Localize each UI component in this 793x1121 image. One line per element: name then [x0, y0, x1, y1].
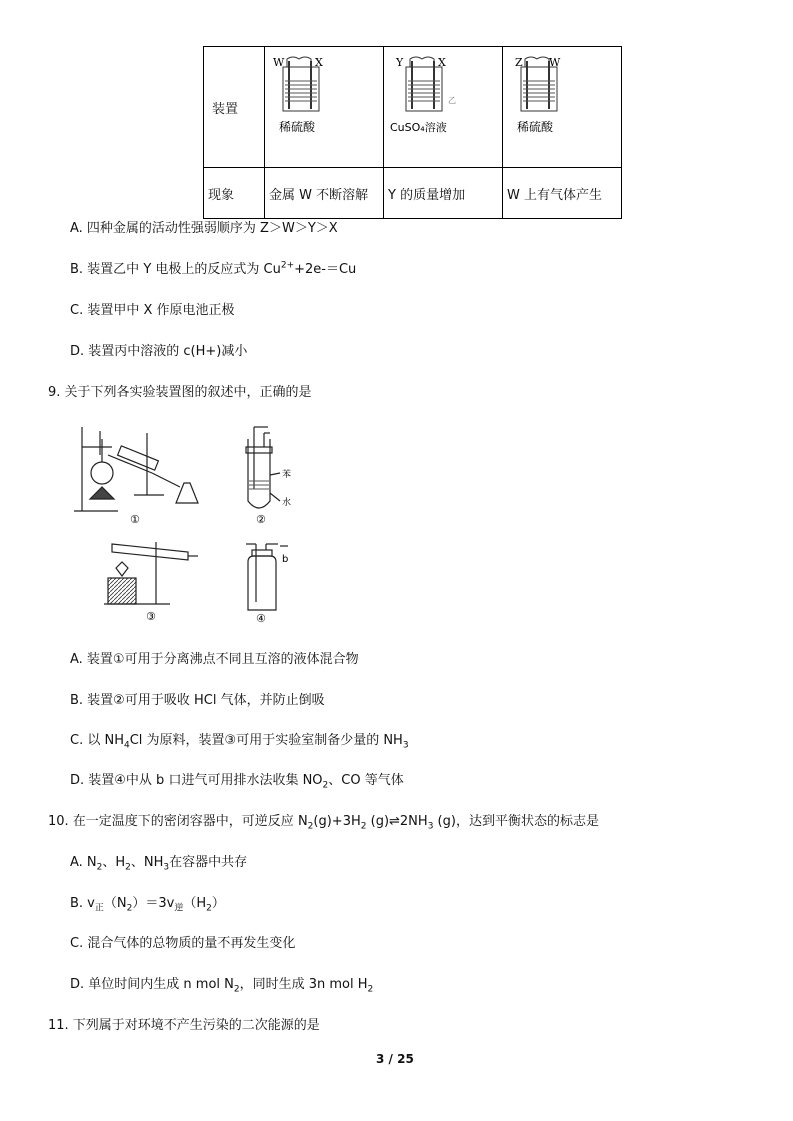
- beaker-diagram: [503, 47, 617, 163]
- distillation-apparatus-figure: [72, 425, 222, 525]
- figure-label-2: ②: [256, 513, 266, 525]
- figure-label-1: ①: [130, 513, 140, 525]
- q9-option-d: D. 装置④中从 b 口进气可用排水法收集 $NO_2$、CO 等气体: [70, 773, 404, 791]
- solid-heating-apparatus-figure: [98, 532, 208, 622]
- observation-cell: Y 的质量增加: [384, 168, 503, 219]
- apparatus-bing: [503, 47, 622, 168]
- q9-option-b: B. 装置②可用于吸收 HCl 气体，并防止倒吸: [70, 693, 325, 708]
- q9-stem: 9. 关于下列各实验装置图的叙述中，正确的是: [48, 385, 312, 400]
- table-row-label-apparatus: 装置: [204, 47, 265, 168]
- beaker-diagram: [384, 47, 482, 163]
- q10-option-b: B. $v_正(N_2)=3v_逆(H_2)$: [70, 896, 225, 914]
- observation-cell: W 上有气体产生: [503, 168, 622, 219]
- q9-option-a: A. 装置①可用于分离沸点不同且互溶的液体混合物: [70, 652, 359, 667]
- apparatus-jia: [265, 47, 384, 168]
- electrode-label-left: Y: [396, 56, 404, 69]
- q10-stem: 10. 在一定温度下的密闭容器中，可逆反应 $N_2(g)+3H_2$ $(g)\rightleftharpoons 2NH_3$ (g)，达到平衡状态的标志是: [48, 814, 599, 832]
- electrode-label-left: W: [273, 56, 285, 69]
- apparatus-yi: [384, 47, 503, 168]
- benzene-label: 苯: [282, 470, 292, 480]
- electrode-label-left: Z: [515, 56, 523, 69]
- q8-option-a: A. 四种金属的活动性强弱顺序为 Z＞W＞Y＞X: [70, 221, 338, 236]
- q8-option-d: D. 装置丙中溶液的 c(H+)减小: [70, 344, 248, 359]
- gas-absorption-tube-figure: [240, 425, 310, 525]
- q10-option-d: D. 单位时间内生成 n mol $N_2$，同时生成 3n mol $H_2$: [70, 977, 374, 995]
- page-number: 3 / 25: [376, 1052, 414, 1066]
- table-row-label-observation: 现象: [204, 168, 265, 219]
- electrode-label-right: X: [438, 56, 446, 69]
- figure-label-3: ③: [146, 610, 156, 622]
- q9-option-c: C. 以 $NH_4Cl$ 为原料，装置③可用于实验室制备少量的 $NH_3$: [70, 733, 409, 751]
- solution-label: CuSO₄溶液: [390, 121, 447, 134]
- q8-option-c: C. 装置甲中 X 作原电池正极: [70, 303, 235, 318]
- q11-stem: 11. 下列属于对环境不产生污染的二次能源的是: [48, 1018, 320, 1033]
- electrode-label-right: W: [549, 56, 561, 69]
- inlet-b-label: b: [282, 554, 289, 565]
- side-mark: 乙: [448, 96, 456, 105]
- observation-cell: 金属 W 不断溶解: [265, 168, 384, 219]
- water-label: 水: [282, 498, 292, 508]
- electrode-label-right: X: [315, 56, 323, 69]
- gas-collection-bottle-figure: [238, 540, 308, 626]
- beaker-diagram: [265, 47, 383, 163]
- solution-label: 稀硫酸: [517, 120, 554, 134]
- apparatus-table: [203, 46, 622, 219]
- figure-label-4: ④: [256, 612, 266, 625]
- q10-option-c: C. 混合气体的总物质的量不再发生变化: [70, 936, 296, 951]
- q10-option-a: A. $N_2$、$H_2$、$NH_3$在容器中共存: [70, 855, 248, 873]
- solution-label: 稀硫酸: [279, 120, 316, 134]
- q8-option-b: B. 装置乙中 Y 电极上的反应式为 $Cu^{2+}+2e-=Cu$: [70, 260, 357, 277]
